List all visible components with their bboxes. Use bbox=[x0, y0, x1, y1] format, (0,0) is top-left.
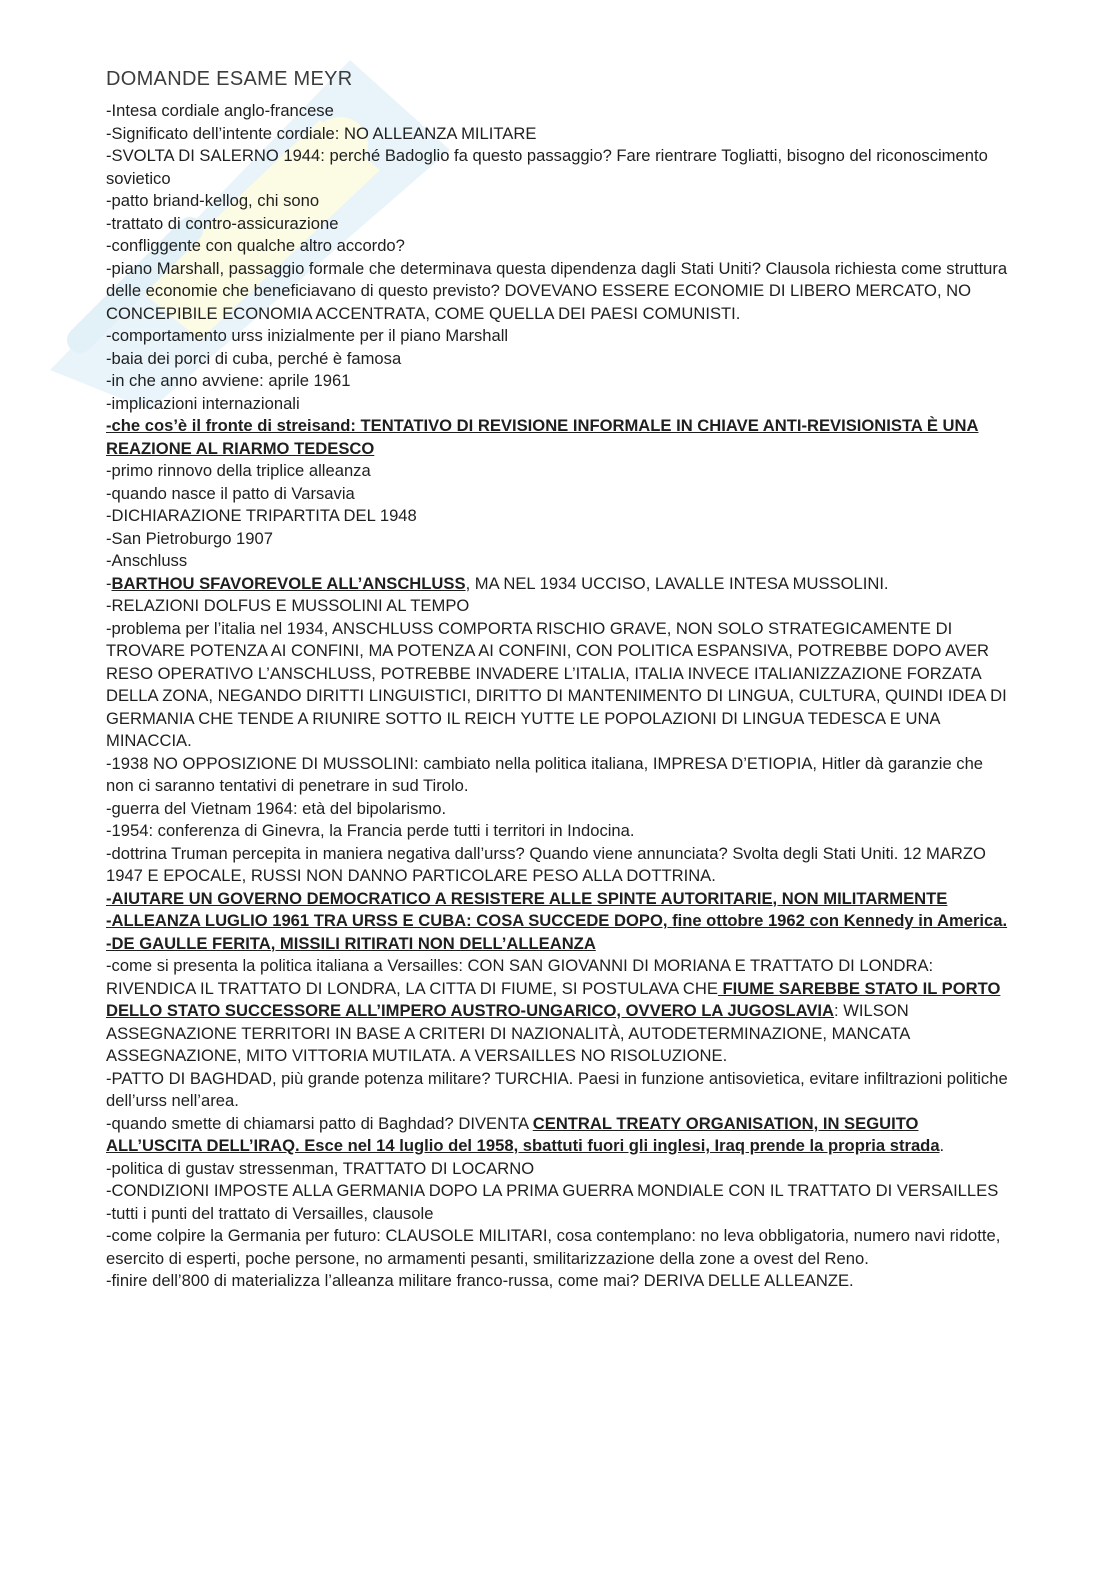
line-segment: -DE GAULLE FERITA, MISSILI RITIRATI NON DELL’ALLEANZA bbox=[106, 933, 596, 953]
question-line bbox=[106, 348, 1011, 371]
question-line bbox=[106, 1225, 1011, 1270]
question-line bbox=[106, 123, 1011, 146]
question-line bbox=[106, 798, 1011, 821]
line-segment: -quando nasce il patto di Varsavia bbox=[106, 483, 355, 503]
line-segment: -primo rinnovo della triplice alleanza bbox=[106, 461, 371, 480]
line-segment: - bbox=[106, 573, 112, 593]
question-line bbox=[106, 460, 1011, 483]
line-segment: CENTRAL TREATY ORGANISATION, IN SEGUITO ALL’USCITA DELL’IRAQ. Esce nel 14 luglio del 1958, sbattuti fuori gli inglesi, Iraq prende la propria strada bbox=[106, 1113, 940, 1155]
question-line bbox=[106, 258, 1011, 326]
question-line bbox=[106, 595, 1011, 618]
line-segment: : WILSON ASSEGNAZIONE TERRITORI IN BASE A CRITERI DI NAZIONALITÀ, AUTODETERMINAZIONE, MANCATA ASSEGNAZIONE, MITO VITTORIA MUTILATA. A VERSAILLES NO RISOLUZIONE. bbox=[106, 1001, 910, 1065]
line-segment: -confliggente con qualche altro accordo? bbox=[106, 236, 405, 255]
line-segment: -baia dei porci di cuba, perché è famosa bbox=[106, 348, 402, 368]
line-segment: -tutti i punti del trattato di Versailles, clausole bbox=[106, 1203, 434, 1223]
document-page bbox=[106, 66, 1011, 1293]
question-line bbox=[106, 933, 1011, 956]
question-line bbox=[106, 505, 1011, 528]
line-segment: -Anschluss bbox=[106, 551, 188, 570]
question-line bbox=[106, 550, 1011, 573]
line-segment: -CONDIZIONI IMPOSTE ALLA GERMANIA DOPO LA PRIMA GUERRA MONDIALE CON IL TRATTATO DI VERSAILLES bbox=[106, 1181, 999, 1200]
line-segment: -PATTO DI BAGHDAD, più grande potenza militare? TURCHIA. Paesi in funzione antisovietica, evitare infiltrazioni politiche dell’urss nell’area. bbox=[106, 1068, 1008, 1110]
line-segment: -RELAZIONI DOLFUS E MUSSOLINI AL TEMPO bbox=[106, 596, 470, 615]
question-line bbox=[106, 1203, 1011, 1226]
line-segment: -implicazioni internazionali bbox=[106, 393, 300, 413]
question-line bbox=[106, 573, 1011, 596]
line-segment: -DICHIARAZIONE TRIPARTITA DEL 1948 bbox=[106, 506, 417, 525]
question-line bbox=[106, 1158, 1011, 1181]
question-line bbox=[106, 483, 1011, 506]
question-line bbox=[106, 213, 1011, 236]
line-segment: BARTHOU SFAVOREVOLE ALL’ANSCHLUSS bbox=[111, 573, 466, 593]
question-line bbox=[106, 753, 1011, 798]
line-segment: -guerra del Vietnam 1964: età del bipolarismo. bbox=[106, 798, 447, 818]
line-segment: -politica di gustav stressenman, TRATTATO DI LOCARNO bbox=[106, 1158, 535, 1178]
question-line bbox=[106, 235, 1011, 258]
question-line bbox=[106, 415, 1011, 460]
line-segment: -SVOLTA DI SALERNO 1944: perché Badoglio fa questo passaggio? Fare rientrare Togliatti, bisogno del riconoscimento sovietico bbox=[106, 146, 988, 188]
question-line bbox=[106, 888, 1011, 911]
question-line bbox=[106, 145, 1011, 190]
question-line bbox=[106, 190, 1011, 213]
line-segment: . bbox=[939, 1136, 945, 1155]
line-segment: -Intesa cordiale anglo-francese bbox=[106, 101, 334, 120]
line-segment: , MA NEL 1934 UCCISO, LAVALLE INTESA MUSSOLINI. bbox=[465, 573, 889, 593]
question-line bbox=[106, 843, 1011, 888]
question-line bbox=[106, 1180, 1011, 1203]
question-line bbox=[106, 820, 1011, 843]
line-segment: -trattato di contro-assicurazione bbox=[106, 213, 339, 233]
line-segment: -in che anno avviene: aprile 1961 bbox=[106, 371, 351, 390]
line-segment: -AIUTARE UN GOVERNO DEMOCRATICO A RESISTERE ALLE SPINTE AUTORITARIE, NON MILITARMENTE bbox=[106, 888, 948, 908]
question-line bbox=[106, 1113, 1011, 1158]
line-segment: -1954: conferenza di Ginevra, la Francia perde tutti i territori in Indocina. bbox=[106, 821, 635, 840]
line-segment: -quando smette di chiamarsi patto di Baghdad? DIVENTA bbox=[106, 1113, 533, 1133]
question-line bbox=[106, 1068, 1011, 1113]
question-line bbox=[106, 618, 1011, 753]
line-segment: FIUME SAREBBE STATO IL PORTO DELLO STATO SUCCESSORE ALL’IMPERO AUSTRO-UNGARICO, OVVERO LA JUGOSLAVIA bbox=[106, 978, 1001, 1020]
question-line bbox=[106, 370, 1011, 393]
line-segment: -dottrina Truman percepita in maniera negativa dall’urss? Quando viene annunciata? Svolta degli Stati Uniti. 12 MARZO 1947 E EPOCALE, RUSSI NON DANNO PARTICOLARE PESO ALLA DOTTRINA. bbox=[106, 843, 986, 885]
line-segment: -San Pietroburgo 1907 bbox=[106, 528, 273, 548]
line-segment: -1938 NO OPPOSIZIONE DI MUSSOLINI: cambiato nella politica italiana, IMPRESA D’ETIOPIA, Hitler dà garanzie che non ci saranno tentativi di penetrare in sud Tirolo. bbox=[106, 753, 984, 795]
question-line bbox=[106, 1270, 1011, 1293]
line-segment: -ALLEANZA LUGLIO 1961 TRA URSS E CUBA: COSA SUCCEDE DOPO, fine ottobre 1962 con Kennedy in America. bbox=[106, 911, 1008, 930]
line-segment: -finire dell’800 di materializza l’alleanza militare franco-russa, come mai? DERIVA DELLE ALLEANZE. bbox=[106, 1271, 854, 1290]
line-segment: -problema per l’italia nel 1934, ANSCHLUSS COMPORTA RISCHIO GRAVE, NON SOLO STRATEGICAMENTE DI TROVARE POTENZA AI CONFINI, MA POTENZA AI CONFINI, CON POLITICA ESPANSIVA, POTREBBE DOPO AVER RESO OPERATIVO L’ANSCHLUSS, POTREBBE INVADERE L’ITALIA, ITALIA INVECE ITALIANIZZAZIONE FORZATA DELLA ZONA, NEGANDO DIRITTI LINGUISTICI, DIRITTO DI MANTENIMENTO DI LINGUA, CULTURA, QUINDI IDEA DI GERMANIA CHE TENDE A RIUNIRE SOTTO IL REICH YUTTE LE POPOLAZIONI DI LINGUA TEDESCA E UNA MINACCIA. bbox=[106, 618, 1007, 750]
line-segment: -piano Marshall, passaggio formale che determinava questa dipendenza dagli Stati Uniti? Clausola richiesta come struttura delle economie che beneficiavano di questo previsto? DOVEVANO ESSERE ECONOMIE DI LIBERO MERCATO, NO CONCEPIBILE ECONOMIA ACCENTRATA, COME QUELLA DEI PAESI COMUNISTI. bbox=[106, 258, 1008, 323]
question-line bbox=[106, 910, 1011, 933]
document-title: DOMANDE ESAME MEYR bbox=[106, 68, 353, 90]
question-line bbox=[106, 325, 1011, 348]
question-line bbox=[106, 955, 1011, 1068]
line-segment: -come si presenta la politica italiana a Versailles: CON SAN GIOVANNI DI MORIANA E TRATTATO DI LONDRA: RIVENDICA IL TRATTATO DI LONDRA, LA CITTA DI FIUME, SI POSTULAVA CHE bbox=[106, 956, 934, 998]
question-line bbox=[106, 393, 1011, 416]
question-line bbox=[106, 100, 1011, 123]
line-segment: -patto briand-kellog, chi sono bbox=[106, 191, 320, 210]
question-list bbox=[106, 100, 1011, 1293]
line-segment: -come colpire la Germania per futuro: CLAUSOLE MILITARI, cosa contemplano: no leva obbligatoria, numero navi ridotte, esercito di esperti, poche persone, no armamenti pesanti, smilitarizzazione della zone a ovest del Reno. bbox=[106, 1226, 1001, 1268]
line-segment: -che cos’è il fronte di streisand: TENTATIVO DI REVISIONE INFORMALE IN CHIAVE ANTI-REVISIONISTA È UNA REAZIONE AL RIARMO TEDESCO bbox=[106, 416, 979, 458]
question-line bbox=[106, 528, 1011, 551]
line-segment: -comportamento urss inizialmente per il piano Marshall bbox=[106, 326, 509, 345]
line-segment: -Significato dell’intente cordiale: NO ALLEANZA MILITARE bbox=[106, 123, 537, 143]
